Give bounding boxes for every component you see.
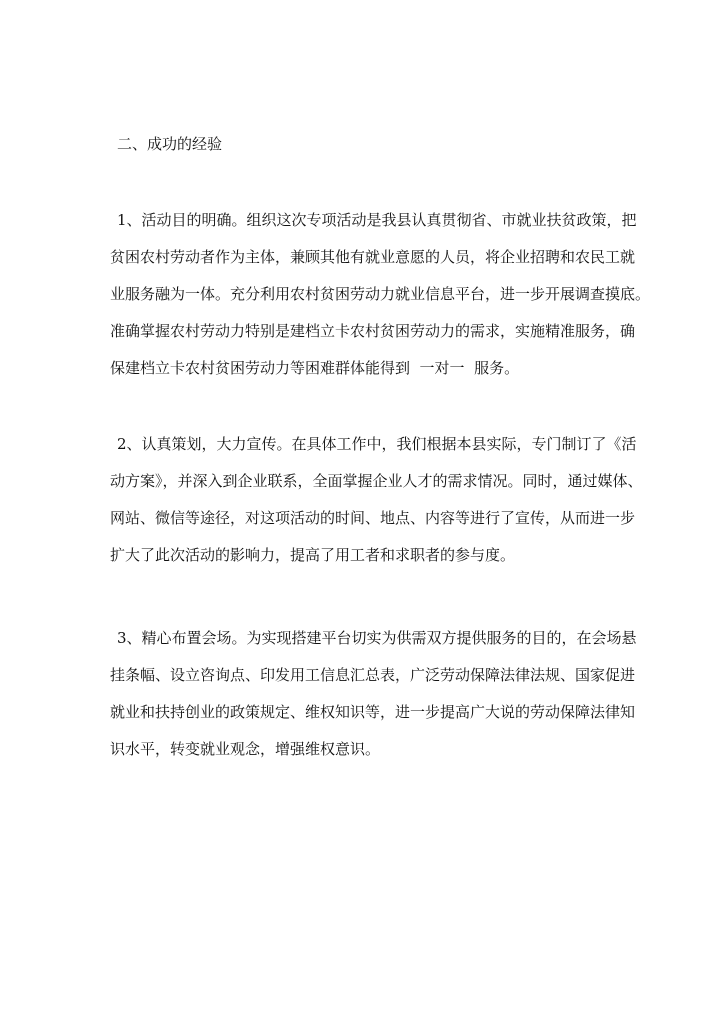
paragraph-line: 扩大了此次活动的影响力，提高了用工者和求职者的参与度。 <box>110 546 516 564</box>
paragraph-line: 1、活动目的明确。组织这次专项活动是我县认真贯彻省、市就业扶贫政策，把 <box>117 211 637 229</box>
section-heading: 二、成功的经验 <box>117 135 223 153</box>
paragraph-line: 挂条幅、设立咨询点、印发用工信息汇总表，广泛劳动保障法律法规、国家促进 <box>110 666 636 684</box>
paragraph-line: 准确掌握农村劳动力特别是建档立卡农村贫困劳动力的需求，实施精准服务，确 <box>110 322 636 340</box>
paragraph-line: 保建档立卡农村贫困劳动力等困难群体能得到 一对一 服务。 <box>110 359 520 377</box>
paragraph-2 <box>110 433 643 581</box>
paragraph-line: 2、认真策划，大力宣传。在具体工作中，我们根据本县实际，专门制订了《活 <box>117 435 637 453</box>
paragraph-line: 网站、微信等途径，对这项活动的时间、地点、内容等进行了宣传，从而进一步 <box>110 509 636 527</box>
paragraph-line: 3、精心布置会场。为实现搭建平台切实为供需双方提供服务的目的，在会场悬 <box>117 629 637 647</box>
paragraph-3 <box>110 627 637 775</box>
paragraph-line: 识水平，转变就业观念，增强维权意识。 <box>110 740 381 758</box>
paragraph-1 <box>110 209 651 394</box>
paragraph-line: 业服务融为一体。充分利用农村贫困劳动力就业信息平台，进一步开展调查摸底。 <box>110 285 651 303</box>
paragraph-line: 就业和扶持创业的政策规定、维权知识等，进一步提高广大说的劳动保障法律知 <box>110 703 636 721</box>
paragraph-line: 动方案》，并深入到企业联系，全面掌握企业人才的需求情况。同时，通过媒体、 <box>110 472 643 490</box>
paragraph-line: 贫困农村劳动者作为主体，兼顾其他有就业意愿的人员，将企业招聘和农民工就 <box>110 248 636 266</box>
